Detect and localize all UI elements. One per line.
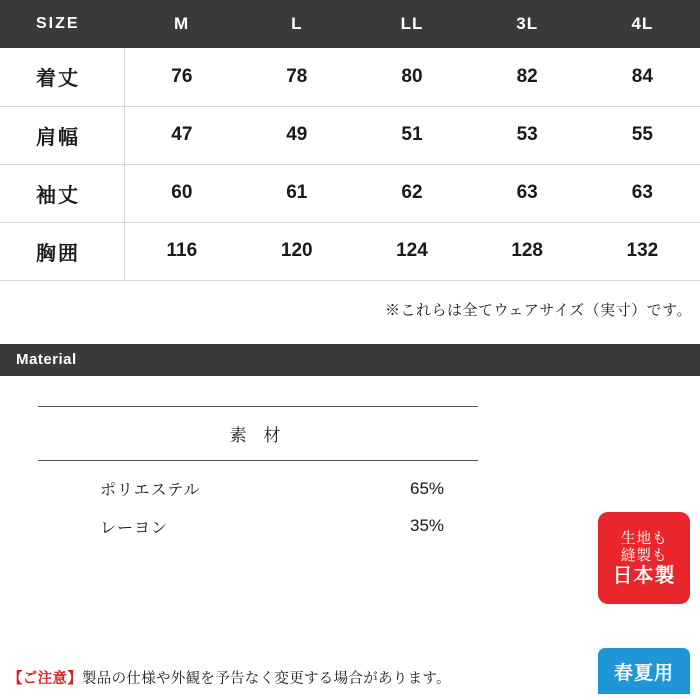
size-column-header-ll: LL bbox=[354, 0, 469, 48]
material-table bbox=[38, 406, 478, 549]
cell-kyoui-4l: 132 bbox=[585, 222, 700, 280]
row-label-kitake: 着丈 bbox=[0, 48, 124, 106]
material-percent-polyester: 65% bbox=[409, 478, 445, 498]
table-row bbox=[38, 504, 478, 548]
table-header-row bbox=[38, 406, 478, 460]
cell-sodetake-ll: 62 bbox=[354, 164, 469, 222]
table-header-row bbox=[0, 0, 700, 48]
size-table-note: ※これらは全てウェアサイズ（実寸）です。 bbox=[384, 301, 692, 319]
material-section-title: Material bbox=[0, 344, 700, 376]
size-column-header-m: M bbox=[124, 0, 239, 48]
cell-sodetake-4l: 63 bbox=[585, 164, 700, 222]
cell-katahaba-4l: 55 bbox=[585, 106, 700, 164]
cell-kyoui-m: 116 bbox=[124, 222, 239, 280]
material-table-header bbox=[38, 406, 478, 460]
material-name-rayon: レーヨン bbox=[100, 519, 169, 537]
cell-kitake-m: 76 bbox=[124, 48, 239, 106]
table-row bbox=[0, 164, 700, 222]
badge-line-2: 縫製も bbox=[620, 546, 668, 564]
cell-kitake-3l: 82 bbox=[470, 48, 585, 106]
size-table-body bbox=[0, 48, 700, 280]
notice-body: 製品の仕様や外観を予告なく変更する場合があります。 bbox=[82, 671, 451, 687]
size-column-header: SIZE bbox=[0, 0, 124, 48]
table-row bbox=[0, 222, 700, 280]
row-label-katahaba: 肩幅 bbox=[0, 106, 124, 164]
cell-kitake-l: 78 bbox=[239, 48, 354, 106]
season-badge: 春夏用 bbox=[598, 648, 690, 694]
cell-kyoui-l: 120 bbox=[239, 222, 354, 280]
cell-kyoui-ll: 124 bbox=[354, 222, 469, 280]
badge-line-3: 日本製 bbox=[612, 564, 676, 587]
cell-katahaba-l: 49 bbox=[239, 106, 354, 164]
cell-katahaba-m: 47 bbox=[124, 106, 239, 164]
size-column-header-3l: 3L bbox=[470, 0, 585, 48]
cell-kitake-ll: 80 bbox=[354, 48, 469, 106]
badge-line-1: 生地も bbox=[620, 530, 668, 547]
size-table bbox=[0, 0, 700, 281]
cell-kitake-4l: 84 bbox=[585, 48, 700, 106]
material-column-header: 素 材 bbox=[38, 406, 478, 460]
cell-kyoui-3l: 128 bbox=[470, 222, 585, 280]
row-label-sodetake: 袖丈 bbox=[0, 164, 124, 222]
table-row bbox=[0, 106, 700, 164]
table-row bbox=[38, 460, 478, 504]
notice-text bbox=[8, 667, 451, 688]
row-label-kyoui: 胸囲 bbox=[0, 222, 124, 280]
notice-caution-label: 【ご注意】 bbox=[8, 671, 82, 687]
size-table-header bbox=[0, 0, 700, 48]
table-row bbox=[0, 48, 700, 106]
material-name-polyester: ポリエステル bbox=[100, 482, 201, 500]
size-column-header-l: L bbox=[239, 0, 354, 48]
material-table-body bbox=[38, 460, 478, 548]
cell-sodetake-m: 60 bbox=[124, 164, 239, 222]
cell-sodetake-3l: 63 bbox=[470, 164, 585, 222]
made-in-japan-badge bbox=[598, 512, 690, 604]
size-column-header-4l: 4L bbox=[585, 0, 700, 48]
cell-katahaba-3l: 53 bbox=[470, 106, 585, 164]
material-percent-rayon: 35% bbox=[409, 516, 445, 535]
cell-katahaba-ll: 51 bbox=[354, 106, 469, 164]
cell-sodetake-l: 61 bbox=[239, 164, 354, 222]
material-section bbox=[0, 376, 700, 549]
